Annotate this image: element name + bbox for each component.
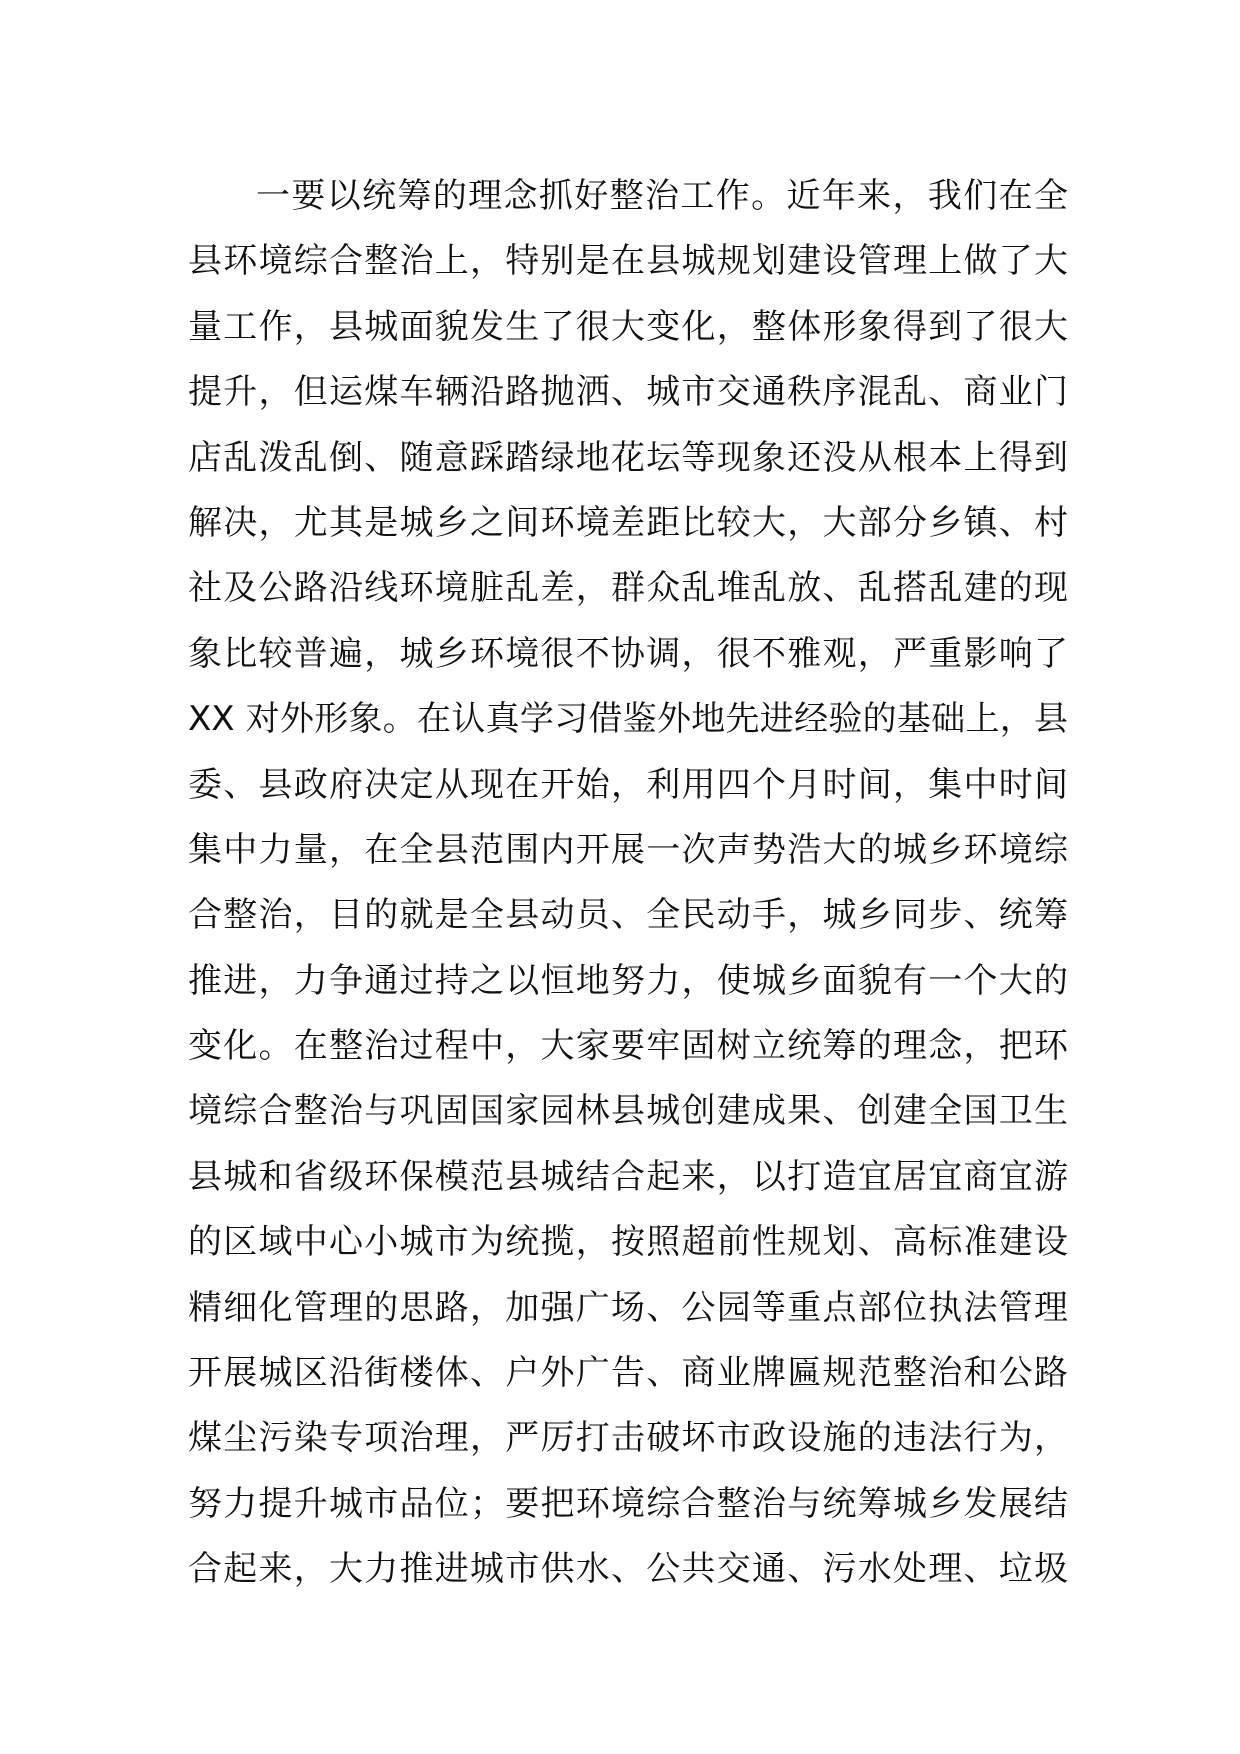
paragraph-line: 努力提升城市品位；要把环境综合整治与统筹城乡发展结 [188,1483,1068,1524]
paragraph-line: XX 对外形象。在认真学习借鉴外地先进经验的基础上，县 [188,699,1068,740]
paragraph-line: 精细化管理的思路，加强广场、公园等重点部位执法管理 [188,1287,1068,1328]
paragraph-line: 解决，尤其是城乡之间环境差距比较大，大部分乡镇、村 [188,502,1068,543]
paragraph-line: 开展城区沿街楼体、户外广告、商业牌匾规范整治和公路 [188,1353,1068,1394]
paragraph-line: 合整治，目的就是全县动员、全民动手，城乡同步、统筹 [188,895,1068,936]
paragraph-line: 社及公路沿线环境脏乱差，群众乱堆乱放、乱搭乱建的现 [188,568,1068,609]
paragraph-line: 提升，但运煤车辆沿路抛洒、城市交通秩序混乱、商业门 [188,372,1068,413]
paragraph-line: 合起来，大力推进城市供水、公共交通、污水处理、垃圾 [188,1549,1068,1590]
paragraph-line: 量工作，县城面貌发生了很大变化，整体形象得到了很大 [188,306,1068,347]
paragraph-line: 一要以统筹的理念抓好整治工作。近年来，我们在全 [256,176,1068,216]
paragraph-line: 店乱泼乱倒、随意踩踏绿地花坛等现象还没从根本上得到 [188,437,1068,478]
paragraph-line: 象比较普遍，城乡环境很不协调，很不雅观，严重影响了 [188,633,1068,674]
paragraph-line: 推进，力争通过持之以恒地努力，使城乡面貌有一个大的 [188,960,1068,1001]
paragraph-line: 委、县政府决定从现在开始，利用四个月时间，集中时间 [188,764,1068,805]
paragraph-line: 县环境综合整治上，特别是在县城规划建设管理上做了大 [188,241,1068,282]
paragraph-line: 变化。在整治过程中，大家要牢固树立统筹的理念，把环 [188,1026,1068,1067]
paragraph-line: 县城和省级环保模范县城结合起来，以打造宜居宜商宜游 [188,1156,1068,1197]
paragraph-line: 的区域中心小城市为统揽，按照超前性规划、高标准建设 [188,1222,1068,1263]
paragraph-line: 集中力量，在全县范围内开展一次声势浩大的城乡环境综 [188,829,1068,870]
paragraph-line: 煤尘污染专项治理，严厉打击破坏市政设施的违法行为， [188,1418,1068,1459]
paragraph-line: 境综合整治与巩固国家园林县城创建成果、创建全国卫生 [188,1091,1068,1132]
body-paragraph [188,164,1068,1603]
